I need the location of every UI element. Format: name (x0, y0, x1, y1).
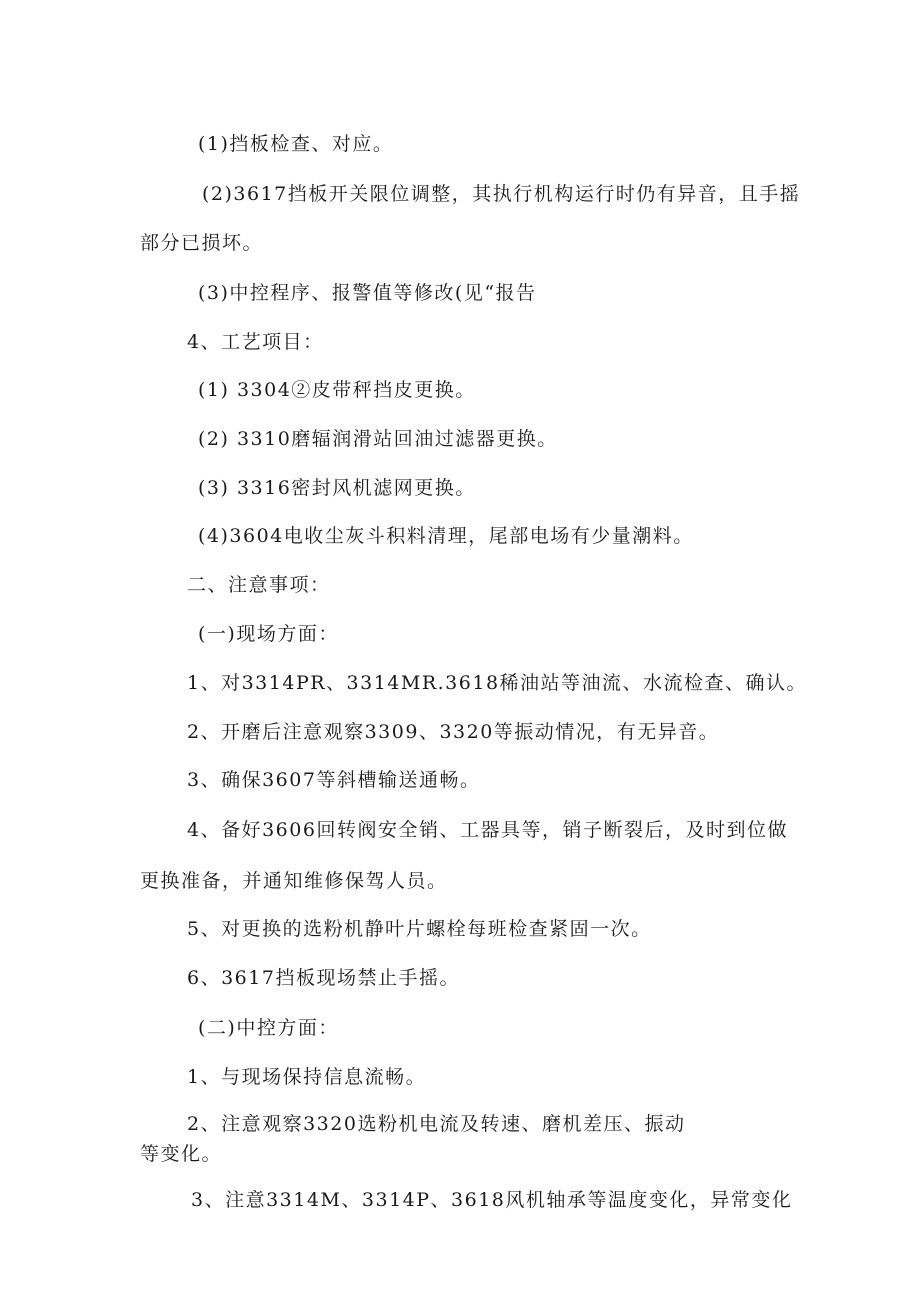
control-item-1: 1、与现场保持信息流畅。 (187, 1066, 427, 1088)
control-item-3: 3、注意3314M、3314P、3618风机轴承等温度变化，异常变化 (191, 1189, 793, 1211)
site-item-2: 2、开磨后注意观察3309、3320等振动情况，有无异音。 (187, 721, 720, 743)
item-2-continuation: 部分已损坏。 (140, 232, 264, 254)
process-item-4: (4)3604电收尘灰斗积料清理，尾部电场有少量潮料。 (198, 525, 694, 547)
item-2-baffle-limit-adjust: (2)3617挡板开关限位调整，其执行机构运行时仍有异音，且手摇 (202, 183, 801, 205)
control-item-2-continuation: 等变化。 (140, 1143, 223, 1165)
process-item-3: (3) 3316密封风机滤网更换。 (198, 477, 476, 499)
control-item-2: 2、注意观察3320选粉机电流及转速、磨机差压、振动 (187, 1113, 686, 1135)
process-item-1: (1) 3304②皮带秤挡皮更换。 (198, 379, 476, 401)
section-4-process-items: 4、工艺项目： (187, 331, 324, 353)
item-1-baffle-check: (1)挡板检查、对应。 (198, 133, 394, 155)
site-item-3: 3、确保3607等斜槽输送通畅。 (187, 769, 481, 791)
site-item-5: 5、对更换的选粉机静叶片螺栓每班检查紧固一次。 (187, 918, 652, 940)
section-2-precautions: 二、注意事项： (187, 574, 331, 596)
subsection-central-control: (二)中控方面： (198, 1017, 339, 1039)
site-item-4-continuation: 更换准备，并通知维修保驾人员。 (140, 870, 448, 892)
process-item-2: (2) 3310磨辐润滑站回油过滤器更换。 (198, 428, 558, 450)
item-3-control-program: (3)中控程序、报警值等修改(见“报告 (198, 282, 537, 304)
site-item-4: 4、备好3606回转阀安全销、工器具等，销子断裂后，及时到位做 (187, 819, 788, 841)
site-item-6: 6、3617挡板现场禁止手摇。 (187, 967, 460, 989)
subsection-site: (一)现场方面： (198, 623, 339, 645)
site-item-1: 1、对3314PR、3314MR.3618稀油站等油流、水流检查、确认。 (187, 672, 808, 694)
